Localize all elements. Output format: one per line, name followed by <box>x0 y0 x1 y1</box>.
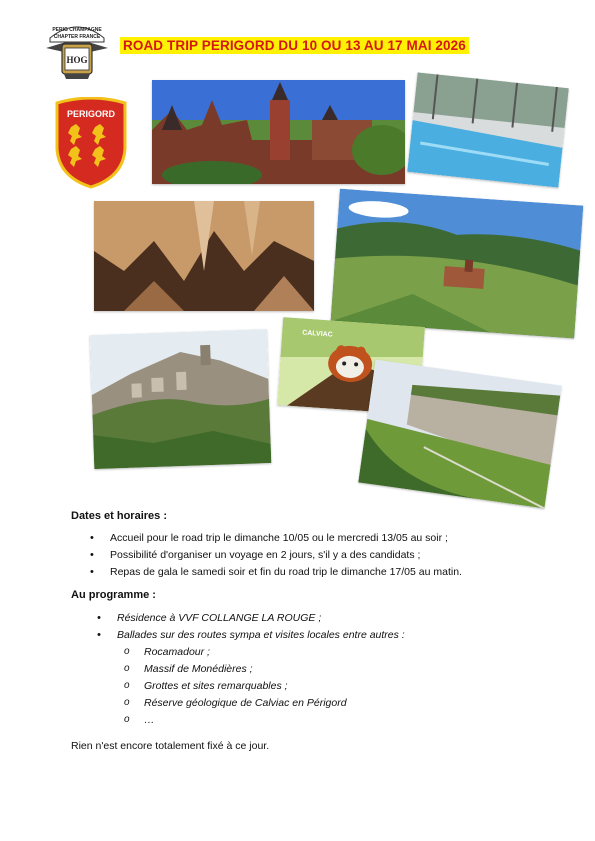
list-item: • Ballades sur des routes sympa et visites locales entre autres : <box>117 627 405 644</box>
program-sublist <box>144 644 347 729</box>
sub-list-item: o … <box>144 712 347 729</box>
page-title: ROAD TRIP PERIGORD DU 10 OU 13 AU 17 MAI 2026 <box>120 37 469 54</box>
section-program-heading: Au programme : <box>71 589 156 601</box>
list-item: • Possibilité d'organiser un voyage en 2 jours, s'il y a des candidats ; <box>110 547 462 564</box>
sub-list-item: o Massif de Monédières ; <box>144 661 347 678</box>
program-list <box>117 610 405 644</box>
dates-list <box>110 530 462 581</box>
svg-text:HOG: HOG <box>66 55 88 65</box>
svg-text:CHAPTER FRANCE: CHAPTER FRANCE <box>53 34 101 40</box>
footer-note: Rien n'est encore totalement fixé à ce jour. <box>71 740 270 752</box>
svg-text:PERIG CHAMPAGNE: PERIG CHAMPAGNE <box>52 27 102 33</box>
valley-landscape-photo <box>331 189 584 339</box>
section-dates-heading: Dates et horaires : <box>71 510 167 522</box>
list-item: • Accueil pour le road trip le dimanche 10/05 ou le mercredi 13/05 au soir ; <box>110 530 462 547</box>
cave-photo <box>94 201 314 311</box>
svg-text:PERIGORD: PERIGORD <box>66 109 116 119</box>
rocamadour-photo <box>90 329 272 469</box>
perigord-crest <box>53 97 129 189</box>
collonges-village-photo <box>152 80 405 184</box>
sub-list-item: o Réserve géologique de Calviac en Périgord <box>144 695 347 712</box>
list-item: • Résidence à VVF COLLANGE LA ROUGE ; <box>117 610 405 627</box>
hog-chapter-logo <box>44 18 110 80</box>
list-item: • Repas de gala le samedi soir et fin du road trip le dimanche 17/05 au matin. <box>110 564 462 581</box>
indoor-pool-photo <box>407 72 569 187</box>
sub-list-item: o Rocamadour ; <box>144 644 347 661</box>
sub-list-item: o Grottes et sites remarquables ; <box>144 678 347 695</box>
svg-text:CALVIAC: CALVIAC <box>301 329 333 339</box>
cliff-valley-photo <box>358 360 561 509</box>
